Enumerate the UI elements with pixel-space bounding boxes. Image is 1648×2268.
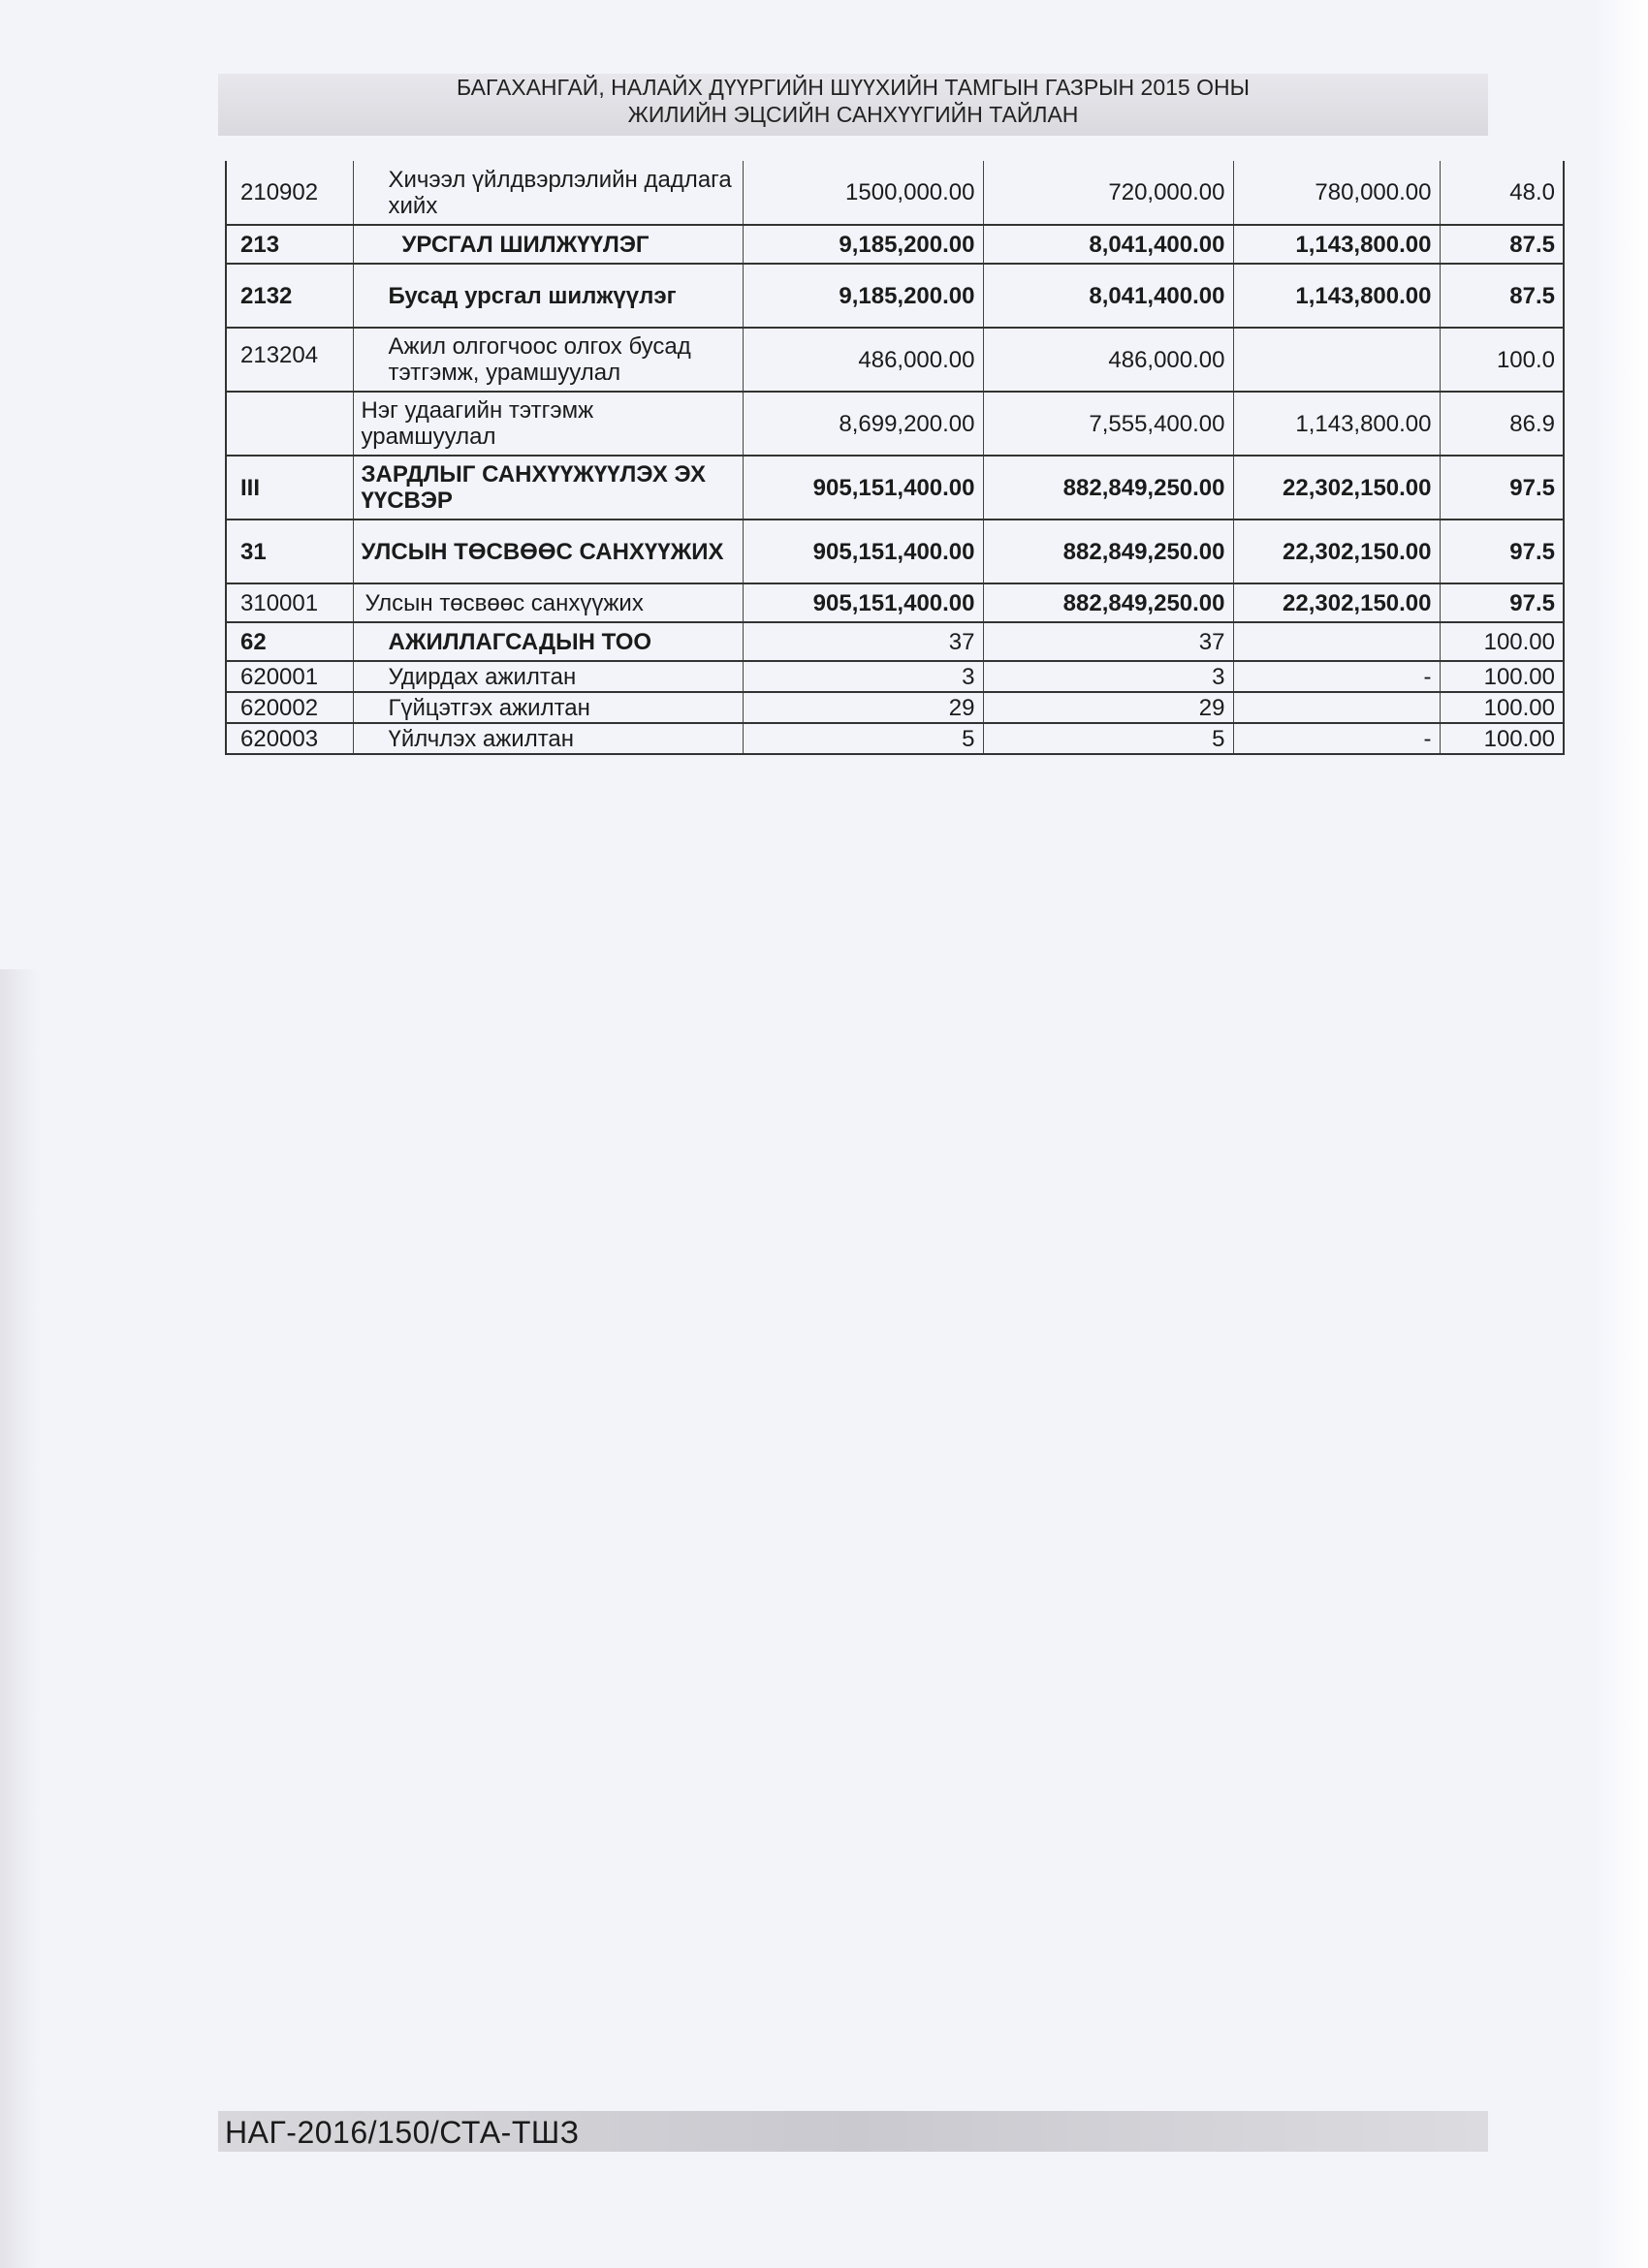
row-percent: 100.00 [1440, 723, 1564, 754]
table-row [226, 661, 1564, 692]
row-plan: 486,000.00 [743, 328, 983, 392]
table-row [226, 225, 1564, 264]
row-actual: 882,849,250.00 [983, 583, 1233, 622]
row-code: 213 [226, 225, 353, 264]
row-plan: 905,151,400.00 [743, 583, 983, 622]
row-percent: 100.0 [1440, 328, 1564, 392]
row-actual: 882,849,250.00 [983, 520, 1233, 583]
row-code: 31 [226, 520, 353, 583]
row-plan: 8,699,200.00 [743, 392, 983, 456]
row-plan: 9,185,200.00 [743, 225, 983, 264]
table-row [226, 456, 1564, 520]
row-name: Хичээл үйлдвэрлэлийн дадлага хийх [353, 161, 743, 225]
row-actual: 8,041,400.00 [983, 225, 1233, 264]
row-diff [1233, 328, 1440, 392]
row-name: УРСГАЛ ШИЛЖҮҮЛЭГ [353, 225, 743, 264]
table-row [226, 161, 1564, 225]
row-code: III [226, 456, 353, 520]
row-diff: - [1233, 661, 1440, 692]
row-name: Улсын төсвөөс санхүүжих [353, 583, 743, 622]
row-name: Ажил олгогчоос олгох бусад тэтгэмж, урамшуулал [353, 328, 743, 392]
row-name: Бусад урсгал шилжүүлэг [353, 264, 743, 328]
row-name: АЖИЛЛАГСАДЫН ТОО [353, 622, 743, 661]
row-name: ЗАРДЛЫГ САНХҮҮЖҮҮЛЭХ ЭХ ҮҮСВЭР [353, 456, 743, 520]
row-percent: 86.9 [1440, 392, 1564, 456]
header-line-2: ЖИЛИЙН ЭЦСИЙН САНХҮҮГИЙН ТАЙЛАН [627, 102, 1079, 127]
table-row [226, 723, 1564, 754]
row-plan: 29 [743, 692, 983, 723]
row-actual: 3 [983, 661, 1233, 692]
row-code: 620001 [226, 661, 353, 692]
row-actual: 5 [983, 723, 1233, 754]
table-row [226, 264, 1564, 328]
row-actual: 882,849,250.00 [983, 456, 1233, 520]
page-edge [1594, 0, 1648, 2268]
row-plan: 9,185,200.00 [743, 264, 983, 328]
budget-table [225, 161, 1565, 755]
row-plan: 1500,000.00 [743, 161, 983, 225]
row-diff [1233, 622, 1440, 661]
row-percent: 87.5 [1440, 264, 1564, 328]
row-diff [1233, 692, 1440, 723]
row-code: 62 [226, 622, 353, 661]
row-percent: 87.5 [1440, 225, 1564, 264]
row-percent: 100.00 [1440, 692, 1564, 723]
report-header [218, 74, 1488, 128]
header-line-1: БАГАХАНГАЙ, НАЛАЙХ ДҮҮРГИЙН ШҮҮХИЙН ТАМГЫН ГАЗРЫН 2015 ОНЫ [457, 75, 1250, 100]
row-percent: 97.5 [1440, 520, 1564, 583]
row-code: 210902 [226, 161, 353, 225]
table-row [226, 692, 1564, 723]
table-row [226, 328, 1564, 392]
row-diff: 1,143,800.00 [1233, 392, 1440, 456]
row-code: 620002 [226, 692, 353, 723]
table-row [226, 622, 1564, 661]
row-name: Гүйцэтгэх ажилтан [353, 692, 743, 723]
row-actual: 720,000.00 [983, 161, 1233, 225]
row-code: 310001 [226, 583, 353, 622]
row-code: 620003 [226, 723, 353, 754]
row-percent: 48.0 [1440, 161, 1564, 225]
table-row [226, 392, 1564, 456]
row-plan: 37 [743, 622, 983, 661]
row-actual: 7,555,400.00 [983, 392, 1233, 456]
row-actual: 8,041,400.00 [983, 264, 1233, 328]
table-row [226, 520, 1564, 583]
scan-shadow [0, 969, 39, 2268]
row-percent: 100.00 [1440, 622, 1564, 661]
row-code [226, 392, 353, 456]
row-diff: 22,302,150.00 [1233, 456, 1440, 520]
row-name: Үйлчлэх ажилтан [353, 723, 743, 754]
row-percent: 97.5 [1440, 583, 1564, 622]
row-name: УЛСЫН ТӨСВӨӨС САНХҮҮЖИХ [353, 520, 743, 583]
row-name: Нэг удаагийн тэтгэмж урамшуулал [353, 392, 743, 456]
row-name: Удирдах ажилтан [353, 661, 743, 692]
row-percent: 97.5 [1440, 456, 1564, 520]
row-percent: 100.00 [1440, 661, 1564, 692]
row-diff: - [1233, 723, 1440, 754]
document-code: НАГ-2016/150/СТА-ТШЗ [225, 2115, 580, 2150]
row-actual: 37 [983, 622, 1233, 661]
row-diff: 1,143,800.00 [1233, 264, 1440, 328]
row-actual: 486,000.00 [983, 328, 1233, 392]
row-plan: 905,151,400.00 [743, 520, 983, 583]
row-diff: 780,000.00 [1233, 161, 1440, 225]
row-diff: 22,302,150.00 [1233, 583, 1440, 622]
row-plan: 3 [743, 661, 983, 692]
table-row [226, 583, 1564, 622]
row-plan: 905,151,400.00 [743, 456, 983, 520]
row-plan: 5 [743, 723, 983, 754]
row-actual: 29 [983, 692, 1233, 723]
row-code: 2132 [226, 264, 353, 328]
row-diff: 22,302,150.00 [1233, 520, 1440, 583]
row-code: 213204 [226, 328, 353, 392]
row-diff: 1,143,800.00 [1233, 225, 1440, 264]
